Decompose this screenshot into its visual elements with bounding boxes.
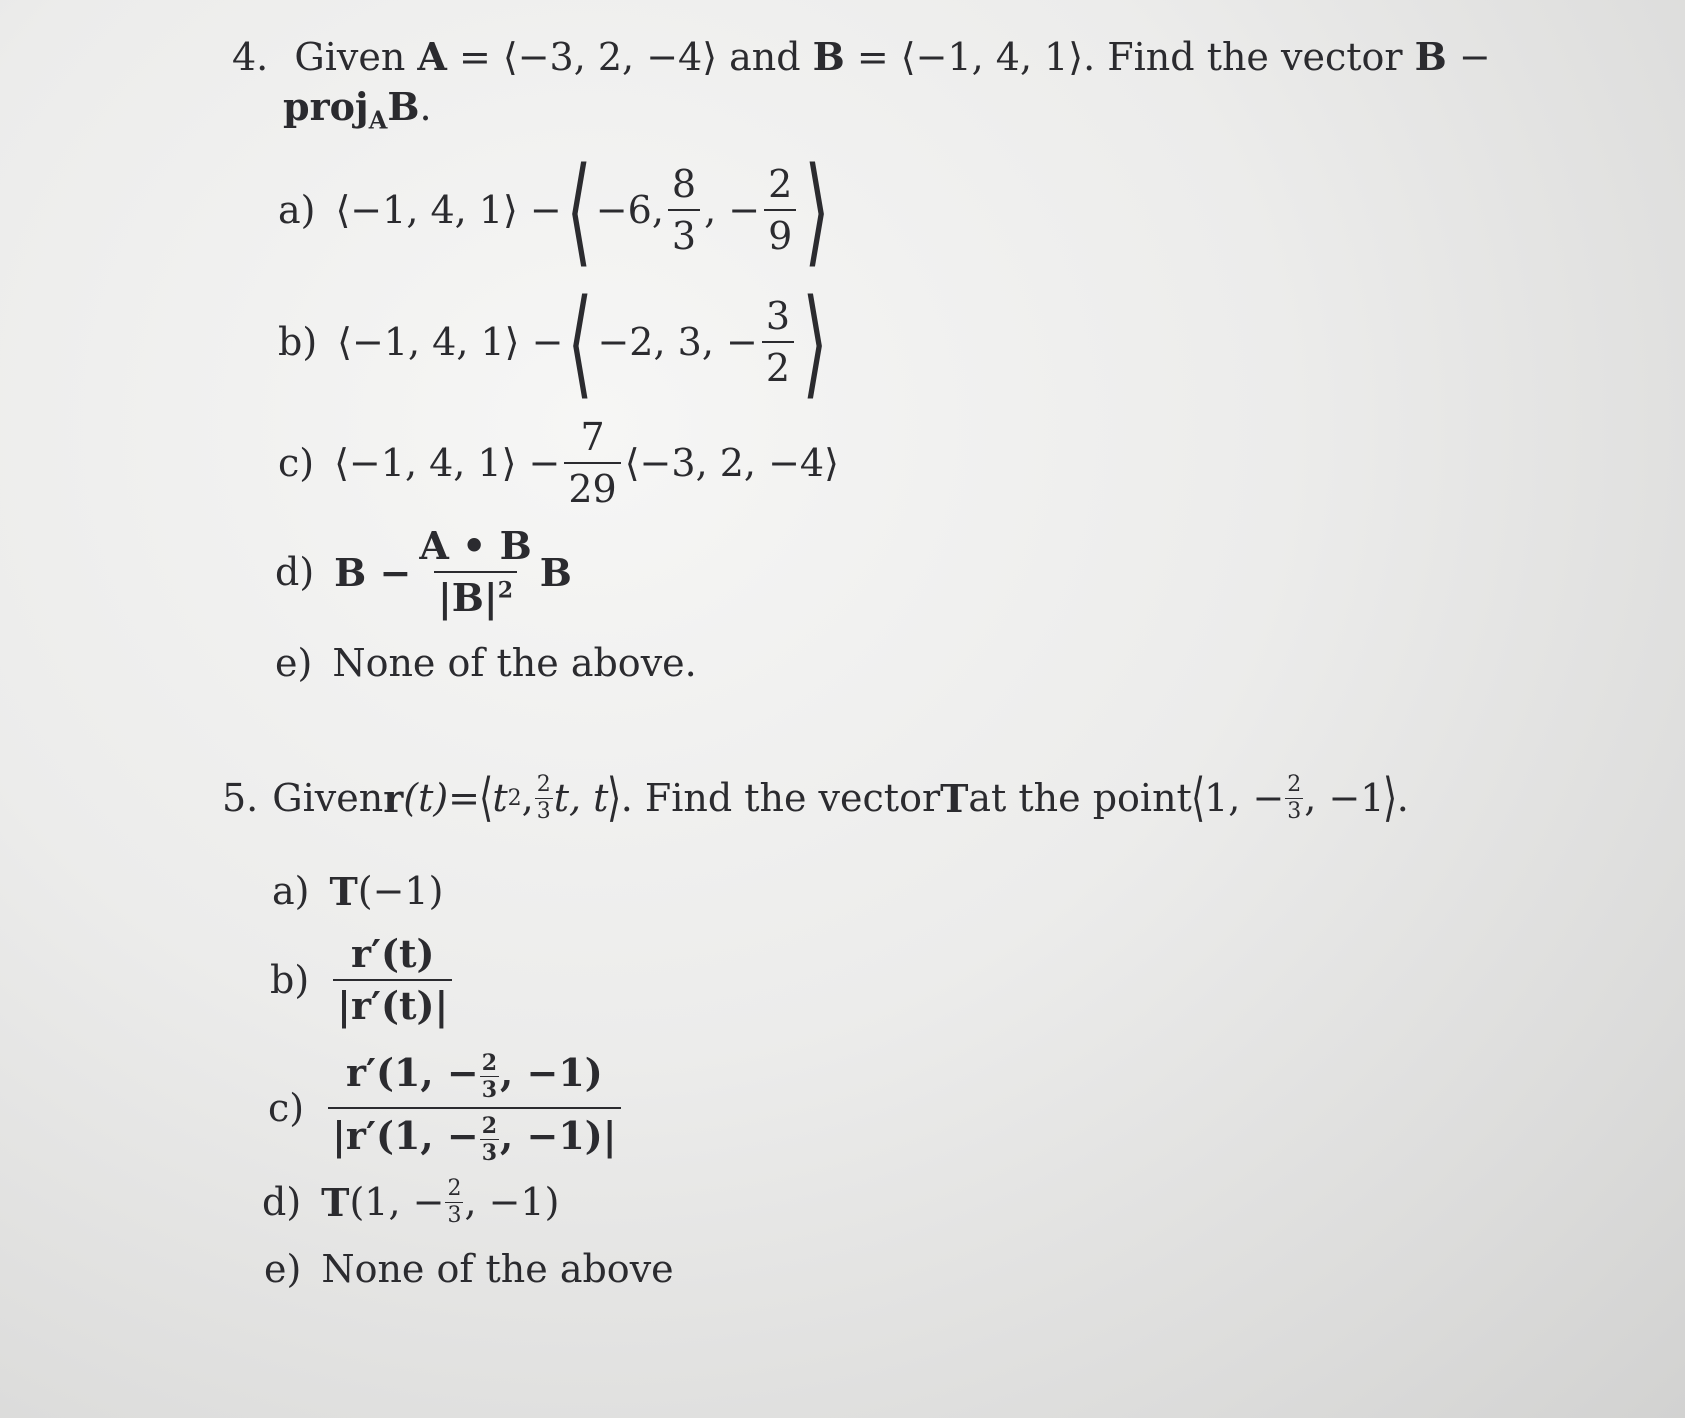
- q5-option-a-arg: (−1): [357, 869, 444, 913]
- frac-num: A • B: [419, 523, 532, 568]
- frac-den: 9: [764, 209, 796, 255]
- q5-option-d-label: d): [262, 1180, 302, 1224]
- q4-proj: proj: [283, 84, 369, 129]
- q4-option-b-label: b): [278, 320, 318, 364]
- q5-option-c-label: c): [268, 1086, 305, 1130]
- frac-num: 2: [481, 1113, 498, 1139]
- q4-option-c-frac: [564, 415, 620, 511]
- q4-eq1: = ⟨−3, 2, −4⟩ and: [446, 35, 813, 79]
- q4-vector-a: A: [417, 34, 447, 79]
- q4-line1: [232, 34, 1491, 79]
- frac-den: 3: [536, 798, 551, 824]
- q4-text1: Given: [294, 35, 418, 79]
- frac-den: 3: [481, 1077, 498, 1103]
- q5-open: ⟨: [479, 768, 494, 828]
- q5-point-close: ⟩: [1383, 768, 1398, 828]
- q5-targ: (t): [403, 776, 449, 820]
- q4-proj-sub: A: [368, 105, 388, 135]
- q5-close: ⟩: [607, 768, 622, 828]
- q5-option-d-arg1: (1, −: [349, 1180, 445, 1224]
- q5-line1: [222, 768, 1409, 828]
- frac-num: 2: [1287, 771, 1302, 797]
- q4-option-a-close: ⟩: [804, 141, 830, 279]
- frac-den: [434, 571, 517, 620]
- frac-num: [342, 1052, 607, 1107]
- frac-num: r′(t): [350, 931, 435, 976]
- q5-comma1: ,: [521, 776, 534, 820]
- q5-text3: at the point: [968, 776, 1192, 820]
- frac-den-exp: 2: [497, 577, 514, 604]
- frac-den: 3: [668, 209, 700, 255]
- q5-option-b-frac: [333, 931, 452, 1028]
- q4-option-c-label: c): [278, 441, 315, 485]
- q4-minus: −: [1446, 35, 1491, 79]
- q5-option-e-label: e): [264, 1247, 302, 1291]
- q5-option-d-arg2: , −1): [464, 1180, 560, 1224]
- q4-option-a: [278, 141, 834, 279]
- q4-option-a-label: a): [278, 188, 316, 232]
- q5-number: 5.: [222, 776, 259, 820]
- q5-T: T: [940, 775, 969, 821]
- frac-den: [328, 1107, 620, 1164]
- frac-den: 3: [447, 1202, 462, 1228]
- frac-den: 3: [481, 1140, 498, 1166]
- q5-option-b: [270, 930, 456, 1030]
- frac-num: 7: [580, 415, 605, 459]
- q4-option-c-left: ⟨−1, 4, 1⟩ −: [334, 441, 561, 485]
- q5-text2: . Find the vector: [620, 776, 941, 820]
- q4-option-b-first: −2, 3, −: [597, 320, 758, 364]
- q4-line2: [283, 84, 432, 135]
- q4-vector-b2: B: [1414, 34, 1447, 79]
- q5-r: r: [383, 775, 404, 821]
- q5-point-frac: [1285, 771, 1303, 824]
- q4-dot: .: [419, 85, 432, 129]
- frac-den: 2: [762, 341, 794, 387]
- q4-option-d-label: d): [275, 550, 315, 594]
- q5-option-b-label: b): [270, 958, 310, 1002]
- q4-option-b-frac: [762, 294, 794, 390]
- q4-option-b-left: ⟨−1, 4, 1⟩ −: [337, 320, 564, 364]
- frac-den: 29: [564, 462, 620, 508]
- frac-num: 2: [536, 771, 551, 797]
- q4-option-b-close: ⟩: [802, 273, 828, 411]
- frac-den-base: |B|: [437, 575, 498, 620]
- frac-num: 2: [481, 1050, 498, 1076]
- q4-option-c-right: ⟨−3, 2, −4⟩: [624, 441, 839, 485]
- q5-t: t: [492, 776, 508, 820]
- q4-vector-b: B: [812, 34, 845, 79]
- q4-option-d: [275, 522, 572, 622]
- q5-p1: 1, −: [1204, 776, 1285, 820]
- q4-option-a-frac2: [764, 162, 796, 258]
- q5-option-c-frac: [328, 1052, 620, 1164]
- q4-option-a-open: ⟨: [566, 141, 592, 279]
- q5-option-d-T: T: [321, 1179, 350, 1225]
- q4-proj-b: B: [387, 84, 420, 129]
- q5-option-e: [264, 1244, 674, 1294]
- q5-point-open: ⟨: [1190, 768, 1206, 828]
- q5-p2: , −1: [1304, 776, 1385, 820]
- q4-option-e-label: e): [275, 641, 313, 685]
- q5-option-d-frac: [445, 1175, 463, 1228]
- q5-frac: [535, 771, 553, 824]
- q4-option-a-left: ⟨−1, 4, 1⟩ −: [335, 188, 562, 232]
- c-den1: |r′(1, −: [332, 1113, 479, 1158]
- c-num1: r′(1, −: [345, 1050, 479, 1095]
- q5-option-e-text: None of the above: [321, 1247, 674, 1291]
- q4-option-b-open: ⟨: [567, 273, 594, 411]
- q4-option-e-text: None of the above.: [332, 641, 697, 685]
- frac-num: 3: [765, 294, 791, 338]
- q4-option-d-right: B: [539, 549, 572, 595]
- q4-option-d-left: B −: [334, 549, 412, 595]
- c-num2: , −1): [500, 1050, 603, 1095]
- q5-eq: =: [448, 776, 481, 820]
- q4-option-d-frac: [415, 523, 535, 620]
- frac-den: |r′(t)|: [333, 979, 452, 1025]
- frac-num: 8: [671, 162, 697, 206]
- q5-option-a-T: T: [329, 868, 358, 914]
- frac-num: 2: [447, 1175, 462, 1201]
- q4-option-e: [275, 638, 697, 688]
- q5-option-d: [262, 1172, 559, 1232]
- frac-den: 3: [1287, 798, 1302, 824]
- q4-option-a-sep: , −: [704, 188, 761, 232]
- q5-t2: t, t: [553, 776, 609, 820]
- q4-option-a-first: −6,: [595, 188, 664, 232]
- q5-option-a-label: a): [272, 869, 310, 913]
- q5-option-a: [272, 866, 443, 916]
- q4-option-b: [278, 273, 832, 411]
- c-den-frac: [480, 1115, 499, 1164]
- q4-eq2: = ⟨−1, 4, 1⟩. Find the vector: [844, 35, 1415, 79]
- q5-end: .: [1396, 776, 1409, 820]
- q5-text1: Given: [272, 776, 384, 820]
- q4-number: 4.: [232, 35, 269, 79]
- q4-option-a-frac1: [668, 162, 700, 258]
- q5-option-c: [268, 1048, 625, 1168]
- q4-option-c: [278, 415, 839, 511]
- c-num-frac: [480, 1052, 499, 1101]
- q5-texp: 2: [507, 785, 522, 811]
- c-den2: , −1)|: [500, 1113, 617, 1158]
- frac-num: 2: [768, 162, 793, 206]
